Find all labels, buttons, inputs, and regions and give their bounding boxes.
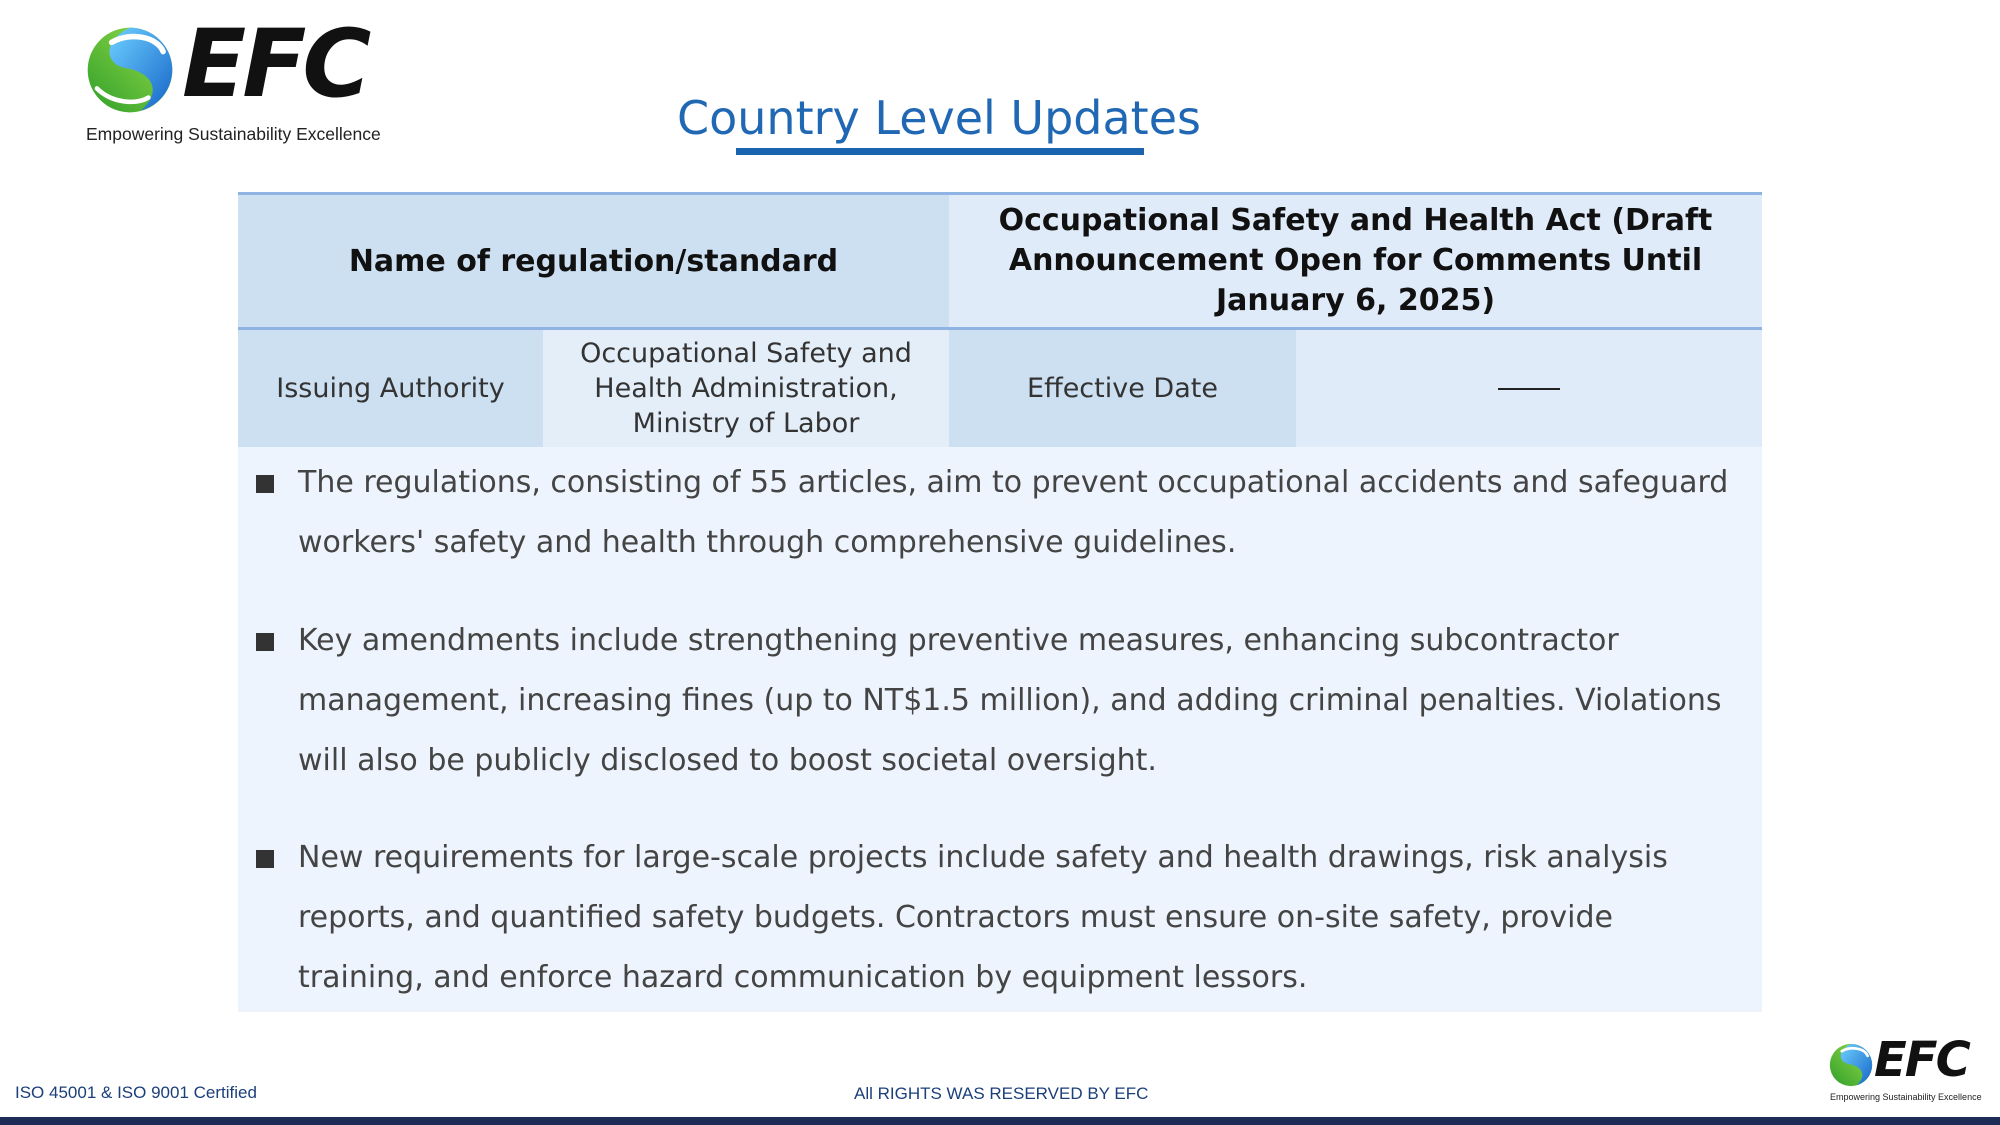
logo-wordmark: EFC xyxy=(1874,1032,1969,1088)
regulation-table xyxy=(238,192,1762,1012)
page-title: Country Level Updates xyxy=(677,91,1201,145)
bullet-square-icon xyxy=(256,633,274,651)
summary-bullets xyxy=(238,447,1762,1012)
footer-bar xyxy=(0,1117,2000,1125)
regulation-name-label: Name of regulation/standard xyxy=(238,195,949,327)
bullet-square-icon xyxy=(256,850,274,868)
issuing-authority-value: Occupational Safety and Health Administration, Ministry of Labor xyxy=(543,330,949,447)
effective-date-label: Effective Date xyxy=(949,330,1296,447)
regulation-name-value: Occupational Safety and Health Act (Draft Announcement Open for Comments Until January 6, 2025) xyxy=(949,195,1762,327)
bullet-square-icon xyxy=(256,475,274,493)
effective-date-dash xyxy=(1498,388,1560,390)
rights-note: All RIGHTS WAS RESERVED BY EFC xyxy=(854,1084,1149,1103)
logo-tagline: Empowering Sustainability Excellence xyxy=(1830,1092,1982,1102)
title-underline xyxy=(736,148,1144,155)
certification-note: ISO 45001 & ISO 9001 Certified xyxy=(15,1083,257,1102)
logo-wordmark: EFC xyxy=(182,10,368,119)
efc-logo-small xyxy=(1828,1032,1988,1104)
efc-swirl-icon xyxy=(1828,1042,1874,1088)
issuing-authority-label: Issuing Authority xyxy=(238,330,543,447)
effective-date-value xyxy=(1296,330,1762,447)
logo-tagline: Empowering Sustainability Excellence xyxy=(86,124,381,144)
bullet-text: The regulations, consisting of 55 articles, aim to prevent occupational accidents and safeguard workers' safety and health through comprehensive guidelines. xyxy=(298,465,1729,560)
bullet-text: New requirements for large-scale projects include safety and health drawings, risk analysis reports, and quantified safety budgets. Contractors must ensure on-site safety, provide training, and enforce hazard communication by equipment lessors. xyxy=(298,840,1668,995)
bullet-text: Key amendments include strengthening preventive measures, enhancing subcontractor management, increasing fines (up to NT$1.5 million), and adding criminal penalties. Violations will also be publicly disclosed to boost societal oversight. xyxy=(298,623,1722,778)
